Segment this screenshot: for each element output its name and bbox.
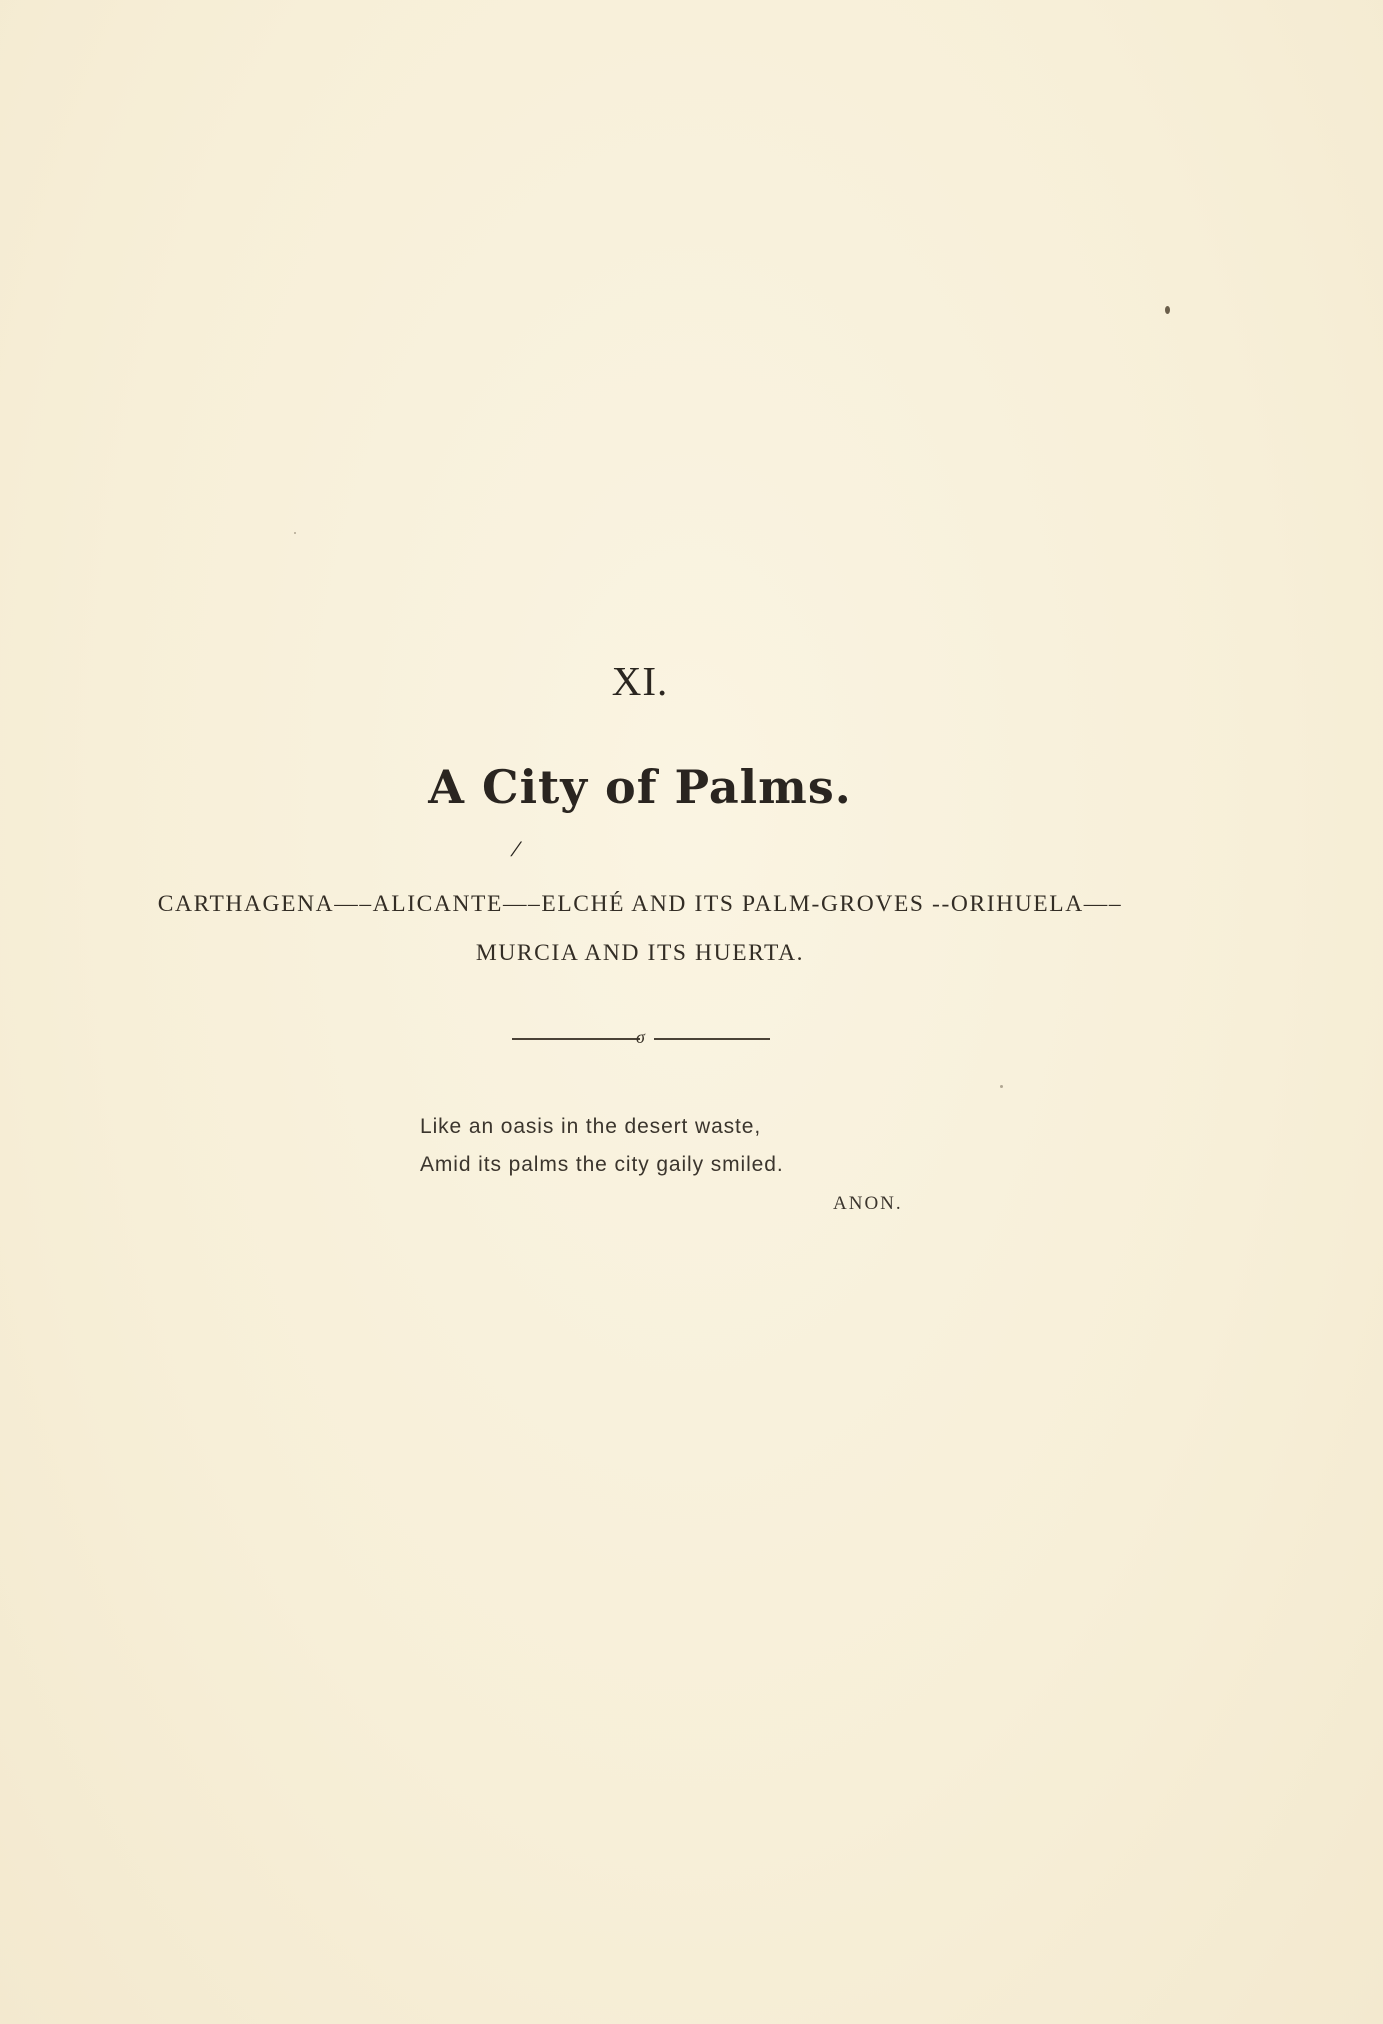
- divider-rule-left: [512, 1038, 640, 1040]
- ink-speck: [294, 532, 296, 534]
- chapter-contents-line-1: CARTHAGENA—–ALICANTE—–ELCHÉ AND ITS PALM-GROVES --ORIHUELA—–: [157, 891, 1123, 917]
- epigraph-line-2: Amid its palms the city gaily smiled.: [420, 1153, 784, 1176]
- divider-rule-right: [654, 1038, 770, 1040]
- ink-speck: [1000, 1085, 1003, 1088]
- ink-speck: [1165, 306, 1170, 314]
- epigraph-line-1: Like an oasis in the desert waste,: [420, 1115, 762, 1138]
- accent-mark: /: [508, 836, 524, 861]
- chapter-contents-line-2: MURCIA AND ITS HUERTA.: [475, 940, 805, 966]
- chapter-number: XI.: [611, 658, 669, 704]
- ornamental-divider: [512, 1027, 770, 1047]
- divider-ornament: σ: [636, 1027, 645, 1047]
- epigraph-attribution: ANON.: [833, 1193, 903, 1214]
- chapter-title: A City of Palms.: [428, 760, 852, 814]
